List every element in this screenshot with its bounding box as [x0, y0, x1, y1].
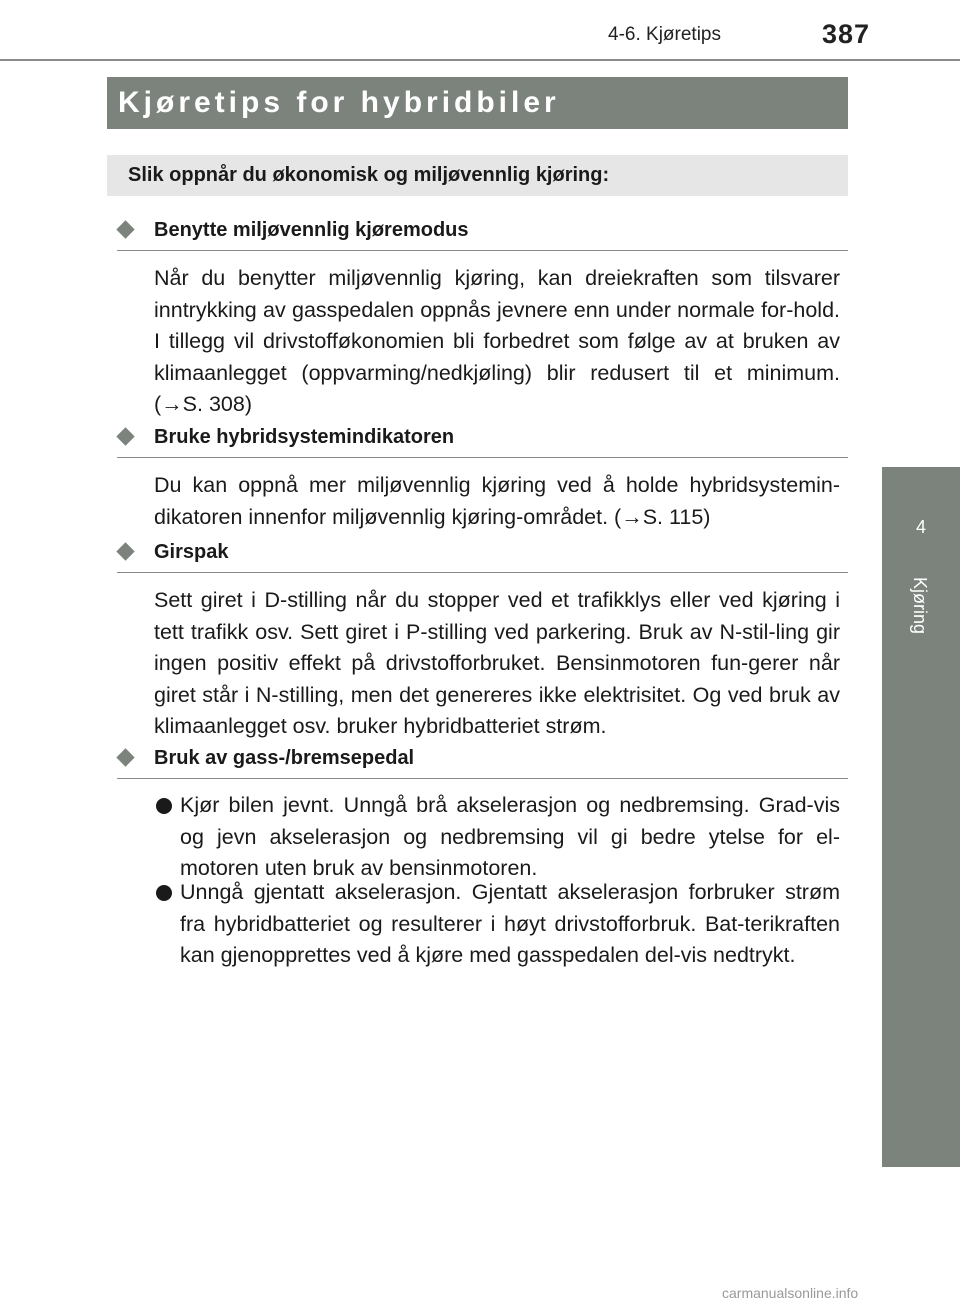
header-divider: [0, 59, 960, 61]
diamond-bullet-icon: [116, 427, 134, 445]
diamond-bullet-icon: [116, 220, 134, 238]
bullet-dot-icon: [156, 798, 172, 814]
section-title: Bruk av gass-/bremsepedal: [154, 747, 415, 769]
intro-heading: Slik oppnår du økonomisk og miljøvennlig kjøring:: [107, 155, 848, 196]
section-title: Benytte miljøvennlig kjøremodus: [154, 219, 469, 241]
bullet-dot-icon: [156, 885, 172, 901]
chapter-label: Kjøring: [910, 577, 930, 635]
section-header-gear-lever: [117, 538, 848, 573]
list-item-text: Unngå gjentatt akselerasjon. Gjentatt akselerasjon forbruker strøm fra hybridbatteriet og resulterer i høyt drivstofforbruk. Bat-terikraften kan gjenopprettes ved å kjøre med gasspedalen del-vis nedtrykt.: [180, 880, 840, 967]
section-title: Bruke hybridsystemindikatoren: [154, 426, 455, 448]
list-item: [154, 877, 840, 972]
section-title: Girspak: [154, 541, 229, 563]
section-paragraph: Du kan oppnå mer miljøvennlig kjøring ved å holde hybridsystemin-dikatoren innenfor miljøvennlig kjøring-området. (→S. 115): [154, 473, 840, 529]
section-paragraph: Når du benytter miljøvennlig kjøring, kan dreiekraften som tilsvarer inntrykking av gasspedalen oppnås jevnere enn under normale for-hold. I tillegg vil drivstofføkonomien bli forbedret som følge av at bruken av klimaanlegget (oppvarming/nedkjøling) blir redusert til et minimum. (→S. 308): [154, 266, 840, 416]
list-item: [154, 790, 840, 885]
diamond-bullet-icon: [116, 748, 134, 766]
section-header-eco-mode: [117, 216, 848, 251]
diamond-bullet-icon: [116, 542, 134, 560]
chapter-side-tab[interactable]: [882, 467, 960, 1167]
watermark: carmanualsonline.info: [722, 1285, 859, 1301]
page-title: Kjøretips for hybridbiler: [107, 77, 848, 129]
list-item-text: Kjør bilen jevnt. Unngå brå akselerasjon og nedbremsing. Grad-vis og jevn akselerasjon og nedbremsing vil gi bedre ytelse for el-motoren uten bruk av bensinmotoren.: [180, 793, 840, 880]
section-paragraph: Sett giret i D-stilling når du stopper ved et trafikklys eller ved kjøring i tett trafikk osv. Sett giret i P-stilling ved parkering. Bruk av N-stil-ling gir ingen positiv effekt på drivstofforbruket. Bensinmotoren fun-gerer når giret står i N-stilling, men det genereres ikke elektrisitet. Og ved bruk av klimaanlegget osv. bruker hybridbatteriet strøm.: [154, 588, 840, 738]
chapter-number: 4: [915, 517, 926, 537]
section-reference: 4-6. Kjøretips: [608, 24, 721, 45]
section-header-pedals: [117, 744, 848, 779]
section-header-hybrid-indicator: [117, 423, 848, 458]
page-number: 387: [822, 19, 871, 49]
